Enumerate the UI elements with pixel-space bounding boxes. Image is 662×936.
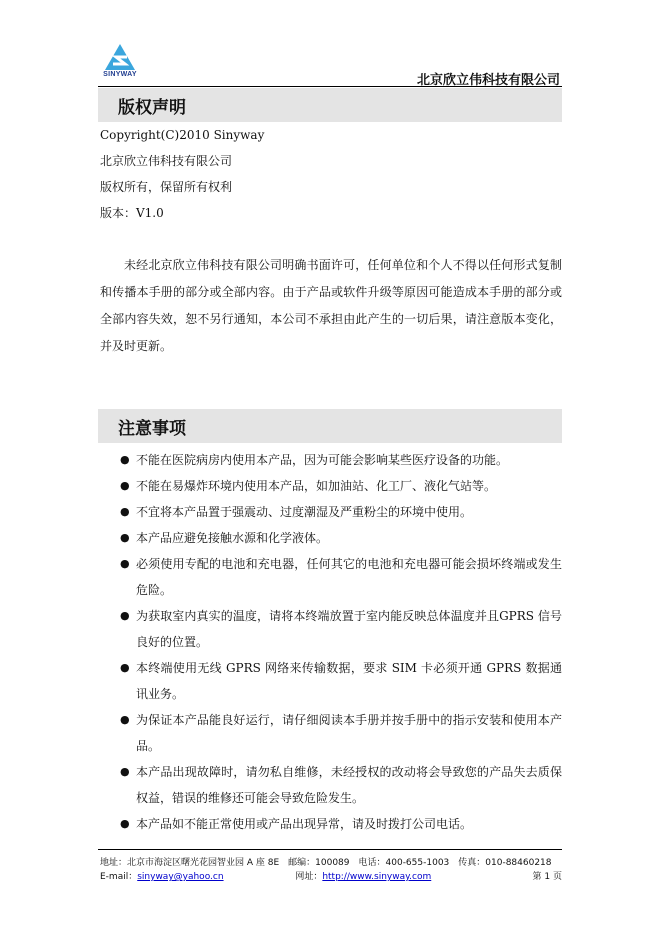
bullet-icon: ● bbox=[120, 531, 130, 544]
notice-heading: 注意事项 bbox=[118, 419, 186, 439]
bullet-icon: ● bbox=[120, 505, 130, 518]
bullet-icon: ● bbox=[120, 765, 130, 778]
bullet-icon: ● bbox=[120, 661, 130, 674]
bullet-icon: ● bbox=[120, 609, 130, 622]
rights-line: 版权所有，保留所有权利 bbox=[100, 180, 233, 194]
footer-divider bbox=[98, 849, 562, 850]
list-item: ● 不宜将本产品置于强震动、过度潮湿及严重粉尘的环境中使用。 bbox=[120, 499, 562, 525]
header-company-name: 北京欣立伟科技有限公司 bbox=[416, 73, 560, 88]
bullet-icon: ● bbox=[120, 713, 130, 726]
email-label: E-mail： bbox=[100, 872, 138, 882]
bullet-icon: ● bbox=[120, 557, 130, 570]
list-item: ● 本产品如不能正常使用或产品出现异常，请及时拨打公司电话。 bbox=[120, 811, 562, 837]
copyright-paragraph: 未经北京欣立伟科技有限公司明确书面许可，任何单位和个人不得以任何形式复制和传播本手册的部分或全部内容。由于产品或软件升级等原因可能造成本手册的部分或全部内容失效，恕不另行通知，本公司不承担由此产生的一切后果，请注意版本变化，并及时更新。 bbox=[100, 258, 562, 353]
list-item: ● 必须使用专配的电池和充电器，任何其它的电池和充电器可能会损坏终端或发生危险。 bbox=[120, 551, 562, 603]
web-label: 网址： bbox=[295, 872, 323, 882]
list-item: ● 不能在易爆炸环境内使用本产品，如加油站、化工厂、液化气站等。 bbox=[120, 473, 562, 499]
bullet-icon: ● bbox=[120, 479, 130, 492]
bullet-icon: ● bbox=[120, 817, 130, 830]
page-number: 第 1 页 bbox=[532, 872, 562, 882]
logo-mark-icon bbox=[105, 44, 135, 70]
list-item: ● 本产品应避免接触水源和化学液体。 bbox=[120, 525, 562, 551]
notice-list bbox=[120, 447, 562, 837]
website-link[interactable]: http://www.sinyway.com bbox=[322, 872, 432, 882]
company-logo bbox=[98, 44, 142, 80]
footer-address: 地址：北京市海淀区曙光花园智业园 A 座 8E 邮编：100089 电话：400-655-1003 传真：010-88460218 bbox=[100, 858, 552, 868]
logo-text: SINYWAY bbox=[103, 71, 137, 78]
list-item: ● 本产品出现故障时，请勿私自维修，未经授权的改动将会导致您的产品失去质保权益，错误的维修还可能会导致危险发生。 bbox=[120, 759, 562, 811]
version-line: 版本：V1.0 bbox=[100, 206, 164, 220]
copyright-line: Copyright(C)2010 Sinyway bbox=[100, 128, 265, 142]
copyright-heading: 版权声明 bbox=[118, 98, 186, 118]
list-item: ● 为获取室内真实的温度，请将本终端放置于室内能反映总体温度并且GPRS 信号良好的位置。 bbox=[120, 603, 562, 655]
list-item: ● 本终端使用无线 GPRS 网络来传输数据，要求 SIM 卡必须开通 GPRS 数据通讯业务。 bbox=[120, 655, 562, 707]
notice-heading-bar bbox=[98, 409, 562, 443]
list-item: ● 不能在医院病房内使用本产品，因为可能会影响某些医疗设备的功能。 bbox=[120, 447, 562, 473]
list-item: ● 为保证本产品能良好运行，请仔细阅读本手册并按手册中的指示安装和使用本产品。 bbox=[120, 707, 562, 759]
bullet-icon: ● bbox=[120, 453, 130, 466]
company-line: 北京欣立伟科技有限公司 bbox=[100, 154, 233, 168]
header-divider bbox=[98, 86, 562, 87]
email-link[interactable]: sinyway@yahoo.cn bbox=[137, 872, 224, 882]
copyright-heading-bar bbox=[98, 88, 562, 122]
footer-contact bbox=[100, 869, 562, 882]
